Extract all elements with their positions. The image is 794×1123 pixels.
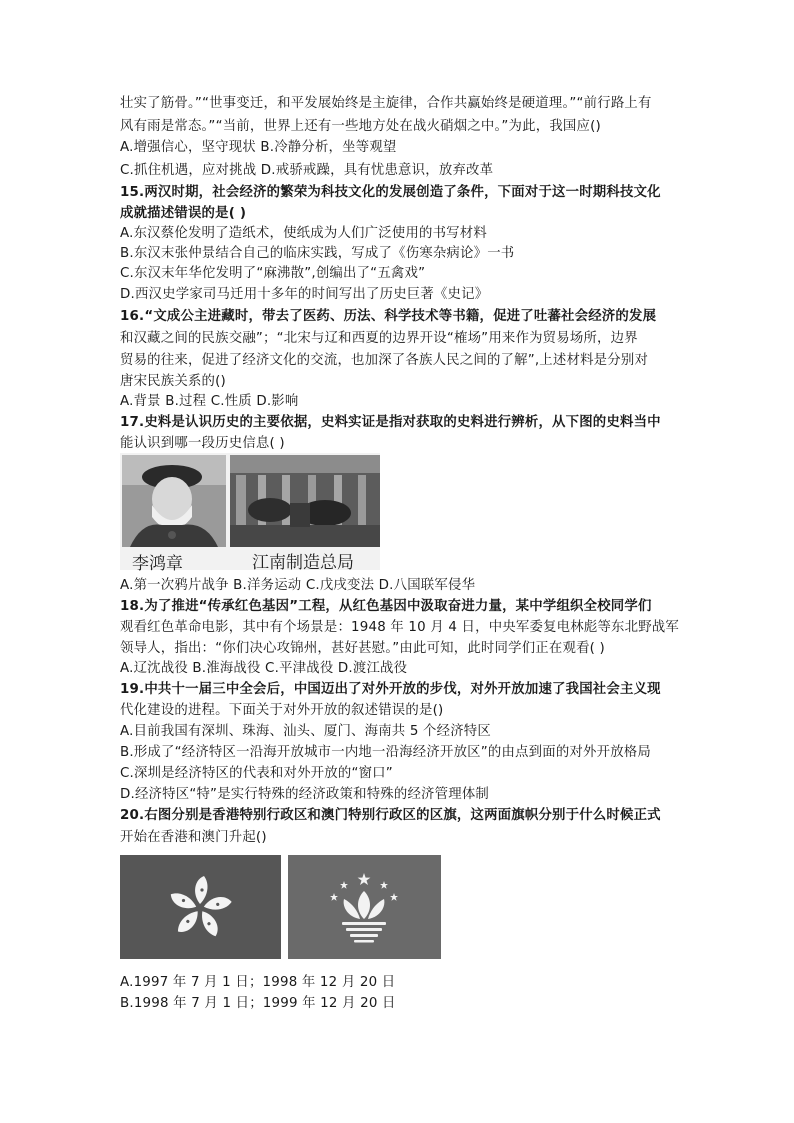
q14-options-cd: C.抓住机遇，应对挑战 D.戒骄戒躁，具有忧患意识，放弃改革 (120, 163, 494, 178)
q17-figure (120, 453, 380, 574)
q15-stem-line2: 成就描述错误的是( ) (120, 206, 247, 221)
q14-stem-line1: 壮实了筋骨。”“世事变迁，和平发展始终是主旋律，合作共赢始终是硬道理。”“前行路上有 (120, 96, 652, 111)
q19-option-a: A.目前我国有深圳、珠海、汕头、厦门、海南共 5 个经济特区 (120, 724, 491, 739)
portrait-caption: 李鸿章 (132, 554, 183, 574)
q19-option-c: C.深圳是经济特区的代表和对外开放的“窗口” (120, 766, 393, 781)
q15-option-c: C.东汉末年华佗发明了“麻沸散”,创编出了“五禽戏” (120, 266, 426, 281)
factory-photo (230, 455, 380, 547)
q15-option-b: B.东汉末张仲景结合自己的临床实践，写成了《伤寒杂病论》一书 (120, 246, 515, 261)
macau-flag (288, 855, 441, 959)
q16-options: A.背景 B.过程 C.性质 D.影响 (120, 394, 299, 409)
q20-option-a: A.1997 年 7 月 1 日；1998 年 12 月 20 日 (120, 975, 396, 990)
lotus-icon (288, 855, 441, 959)
q15-option-a: A.东汉蔡伦发明了造纸术，使纸成为人们广泛使用的书写材料 (120, 226, 487, 241)
q15-option-d: D.西汉史学家司马迁用十多年的时间写出了历史巨著《史记》 (120, 287, 489, 302)
q17-stem-line1: 17.史料是认识历史的主要依据，史料实证是指对获取的史料进行辨析，从下图的史料当中 (120, 415, 661, 430)
q16-stem-line4: 唐宋民族关系的() (120, 374, 226, 389)
q19-option-b: B.形成了“经济特区一沿海开放城市一内地一沿海经济开放区”的由点到面的对外开放格局 (120, 745, 651, 760)
q18-stem-line1: 18.为了推进“传承红色基因”工程，从红色基因中汲取奋进力量，某中学组织全校同学们 (120, 599, 652, 614)
q14-stem-line2: 风有雨是常态。”“当前，世界上还有一些地方处在战火硝烟之中。”为此，我国应() (120, 119, 601, 134)
q19-stem-line2: 代化建设的进程。下面关于对外开放的叙述错误的是() (120, 703, 444, 718)
q20-stem-line2: 开始在香港和澳门升起() (120, 830, 267, 845)
q17-stem-line2: 能认识到哪一段历史信息( ) (120, 436, 285, 451)
factory-caption: 江南制造总局 (252, 553, 354, 573)
q19-option-d: D.经济特区“特”是实行特殊的经济政策和特殊的经济管理体制 (120, 787, 490, 802)
q20-stem-line1: 20.右图分别是香港特别行政区和澳门特别行政区的区旗，这两面旗帜分别于什么时候正式 (120, 808, 661, 823)
portrait-photo (122, 455, 226, 547)
q16-stem-line2: 和汉藏之间的民族交融”；“北宋与辽和西夏的边界开设“榷场”用来作为贸易场所，边界 (120, 331, 638, 346)
q14-options-ab: A.增强信心，坚守现状 B.冷静分析，坐等观望 (120, 140, 397, 155)
bauhinia-flower-icon (120, 855, 281, 959)
q16-stem-line1: 16.“文成公主进藏时，带去了医药、历法、科学技术等书籍，促进了吐蕃社会经济的发展 (120, 309, 657, 324)
hong-kong-flag (120, 855, 281, 959)
q15-stem-line1: 15.两汉时期，社会经济的繁荣为科技文化的发展创造了条件，下面对于这一时期科技文化 (120, 185, 661, 200)
q19-stem-line1: 19.中共十一届三中全会后，中国迈出了对外开放的步伐，对外开放加速了我国社会主义现 (120, 682, 661, 697)
q18-stem-line2: 观看红色革命电影，其中有个场景是：1948 年 10 月 4 日，中央军委复电林彪等东北野战军 (120, 620, 679, 635)
q18-stem-line3: 领导人，指出：“你们决心攻锦州，甚好甚慰。”由此可知，此时同学们正在观看( ) (120, 641, 605, 656)
q17-options: A.第一次鸦片战争 B.洋务运动 C.戊戌变法 D.八国联军侵华 (120, 578, 476, 593)
q16-stem-line3: 贸易的往来，促进了经济文化的交流，也加深了各族人民之间的了解”,上述材料是分别对 (120, 353, 649, 368)
q18-options: A.辽沈战役 B.淮海战役 C.平津战役 D.渡江战役 (120, 661, 408, 676)
q20-option-b: B.1998 年 7 月 1 日；1999 年 12 月 20 日 (120, 996, 396, 1011)
